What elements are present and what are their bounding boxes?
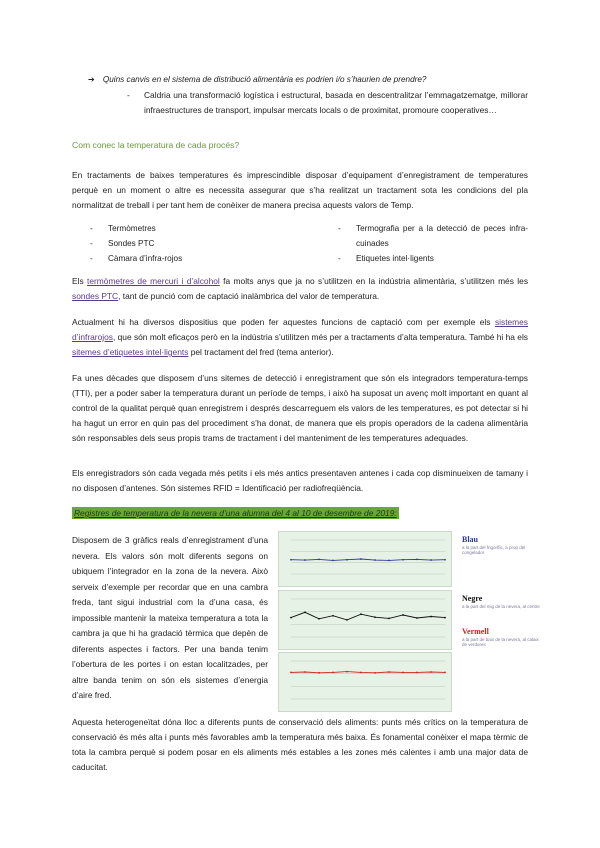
data-point [290,672,292,674]
data-point [416,617,418,619]
question-line [88,73,426,87]
paragraph-devices: Actualment hi ha diversos dispositius que poden fer aquestes funcions de captació com per exemple els sistemes d’infrarojos, que són molt eficaços però en la indústria s’utilitzen més per a tractaments d’alta temperatura. També hi ha els sitemes d’etiquetes intel·ligents pel tractament del fred (tema anterior). [72,317,528,357]
chart-blau [278,531,452,587]
data-point [318,672,320,674]
data-point [388,617,390,619]
chart-negre-plot [279,591,451,649]
data-point [430,559,432,561]
legend-blau-caption: a la part del frigorífic, a prop del congelador [462,545,526,555]
list-left [90,221,182,266]
data-point [332,560,334,562]
data-point [416,672,418,674]
data-point [346,559,348,561]
fridge-records-title: Registres de temperatura de la nevera d’una alumna del 4 al 10 de desembre de 2019: [74,508,397,518]
data-point [374,616,376,618]
link-smart-labels[interactable]: sitemes d’etiquetes intel·ligents [72,347,189,357]
data-point [290,559,292,561]
answer-text: Caldria una transformació logística i estructural, basada en descentralitzar l’emmagatzematge, millorar infraestructures de transport, impulsar mercats locals o de proximitat, promoure cooperatives… [144,90,528,115]
link-thermometers[interactable]: termòmetres de mercuri i d’alcohol [87,276,220,286]
data-point [444,617,446,619]
data-point [402,559,404,561]
data-point [332,615,334,617]
data-point [374,559,376,561]
series-line-negre [291,612,445,620]
chart-vermell [278,652,452,712]
data-point [346,671,348,673]
answer-dash: - [127,90,130,100]
data-point [402,614,404,616]
list-item: - Termografia per a la detecció de peces infra-cuinades [338,224,528,248]
data-point [360,558,362,560]
list-item: - Termòmetres [90,224,156,233]
data-point [430,616,432,618]
arrow-icon: ➔ [88,75,95,84]
data-point [304,611,306,613]
data-point [290,617,292,619]
link-ptc-probes[interactable]: sondes PTC [72,291,119,301]
data-point [444,672,446,674]
data-point [304,559,306,561]
chart-blau-plot [279,532,451,586]
data-point [332,672,334,674]
data-point [388,671,390,673]
data-point [388,560,390,562]
list-item: - Càmara d’infra-rojos [90,254,183,263]
list-item: - Etiquetes intel·ligents [338,254,434,263]
data-point [360,613,362,615]
legend-negre-caption: a la part del mig de la nevera, al centre [462,604,540,609]
conclusion-paragraph: Aquesta heterogeneïtat dóna lloc a diferents punts de conservació dels aliments: punts més crítics on la temperatura de conservació és més alta i punts més favorables amb la temperatura més baixa. És fonamental conèixer el mapa tèrmic de tota la cambra perquè si podem posar en els aliments més estables a les zones més calentes i amb una major data de caducitat. [72,717,528,772]
paragraph-tti: Fa unes dècades que disposem d’uns sitemes de detecció i enregistrament que són els integradors temperatura-temps (TTI), per a poder saber la temperatura durant un període de temps, i això ha suposat un avenç molt important en quant al control de la qualitat perquè quan enregistrem i després descarreguem els valors de les temperatures, es pot detectar si hi ha hagut un error en quin pas del procediment s’ha donat, de manera que els propis operadors de la cadena alimentària són responsables dels seus propis trams de tractament i del manteniment de les temperatures adequades. [72,373,528,443]
paragraph-rfid: Els enregistradors són cada vegada més petits i els més antics presentaven antenes i cada cop disminueixen de tamany i no disposen d’antenes. Són sistemes RFID = Identificació per radiofreqüència. [72,468,528,493]
data-point [374,672,376,674]
data-point [416,558,418,560]
data-point [430,671,432,673]
intro-paragraph: En tractaments de baixes temperatures és imprescindible disposar d’equipament d’enregistrament de temperatures perquè en un moment o altre es necessita assegurar que s’ha realitzat un tractament sota les condicions del pla normalitzat de treball i per tant hem de conèixer de manera precisa aquests valors de Temp. [72,170,528,210]
legend-vermell-caption: a la part de baix de la nevera, al calaix de verdures [462,637,539,647]
data-point [304,671,306,673]
list-item: - Sondes PTC [90,239,155,248]
data-point [318,618,320,620]
chart-negre [278,590,452,650]
link-infrared[interactable]: sistemes d’infrarojos [72,317,528,342]
section-heading: Com conec la temperatura de cada procés? [72,140,240,150]
data-point [402,672,404,674]
question-text: Quins canvis en el sistema de distribució alimentària es podrien i/o s’haurien de prendre? [102,75,427,84]
fridge-explanation: Disposem de 3 gràfics reals d’enregistrament d’una nevera. Els valors són molt diferents segons on ubiquem l’integrador en la zona de la nevera. Això serveix d’exemple per recordar que en una cambra freda, tant sigui industrial com la d’una casa, és impossible mantenir la mateixa temperatura a tota la cambra ja que hi ha gradació tèrmica que depèn de diferents aspectes i factors. Per una banda tenim l’obertura de les portes i on estan localitzades, per altre banda tenim on són els sistemes d’energia d’aire fred. [72,535,268,700]
series-line-vermell [291,672,445,673]
data-point [444,559,446,561]
data-point [346,619,348,621]
chart-vermell-plot [279,653,451,711]
list-right [338,221,530,266]
legend-vermell-title: Vermell [462,627,489,636]
data-point [360,672,362,674]
data-point [318,558,320,560]
legend-negre-title: Negre [462,594,483,603]
legend-blau-title: Blau [462,535,479,544]
series-line-blau [291,559,445,560]
paragraph-thermometers: Els termòmetres de mercuri i d’alcohol fa molts anys que ja no s’utilitzen en la indústria alimentària, s’utilitzen més les sondes PTC, tant de punció com de captació inalàmbrica del valor de temperatura. [72,276,529,301]
